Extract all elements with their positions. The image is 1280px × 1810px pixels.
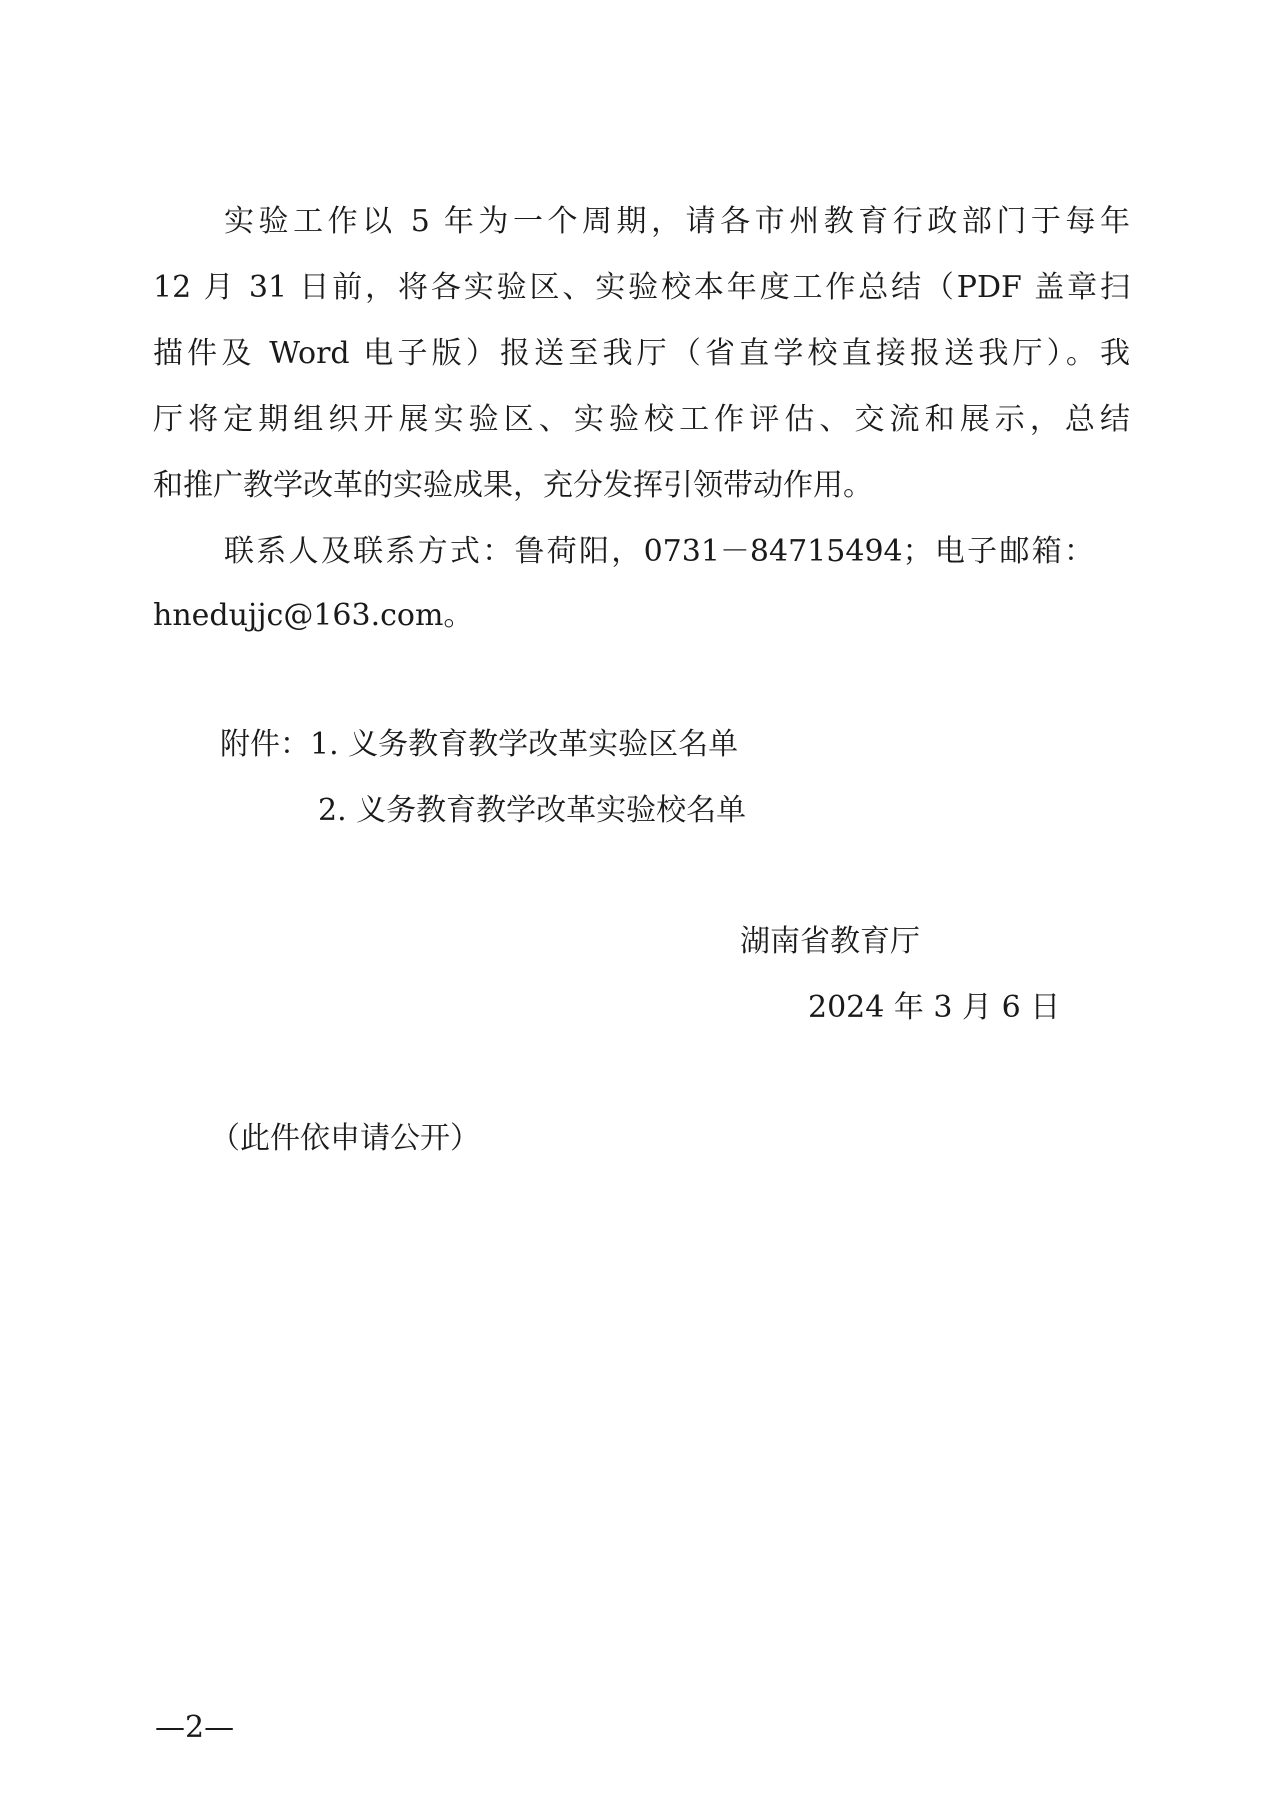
issuer-name: 湖南省教育厅 [740,924,920,959]
attachment-item-1: 附件：1. 义务教育教学改革实验区名单 [220,727,739,762]
issue-date: 2024 年 3 月 6 日 [808,990,1061,1025]
page-number: —2— [155,1710,235,1745]
paragraph-line: 厅将定期组织开展实验区、实验校工作评估、交流和展示，总结 [153,402,1130,437]
contact-info: 联系人及联系方式：鲁荷阳，0731－84715494；电子邮箱： [224,534,1094,569]
contact-email: hnedujjc@163.com。 [153,598,474,633]
paragraph-line: 和推广教学改革的实验成果，充分发挥引领带动作用。 [153,468,873,503]
paragraph-line: 12 月 31 日前，将各实验区、实验校本年度工作总结（PDF 盖章扫 [153,270,1130,305]
paragraph-line: 描件及 Word 电子版）报送至我厅（省直学校直接报送我厅）。我 [153,336,1130,371]
attachment-item-2: 2. 义务教育教学改革实验校名单 [318,793,747,828]
disclosure-note: （此件依申请公开） [210,1121,480,1156]
paragraph-line: 实验工作以 5 年为一个周期，请各市州教育行政部门于每年 [224,204,1130,239]
